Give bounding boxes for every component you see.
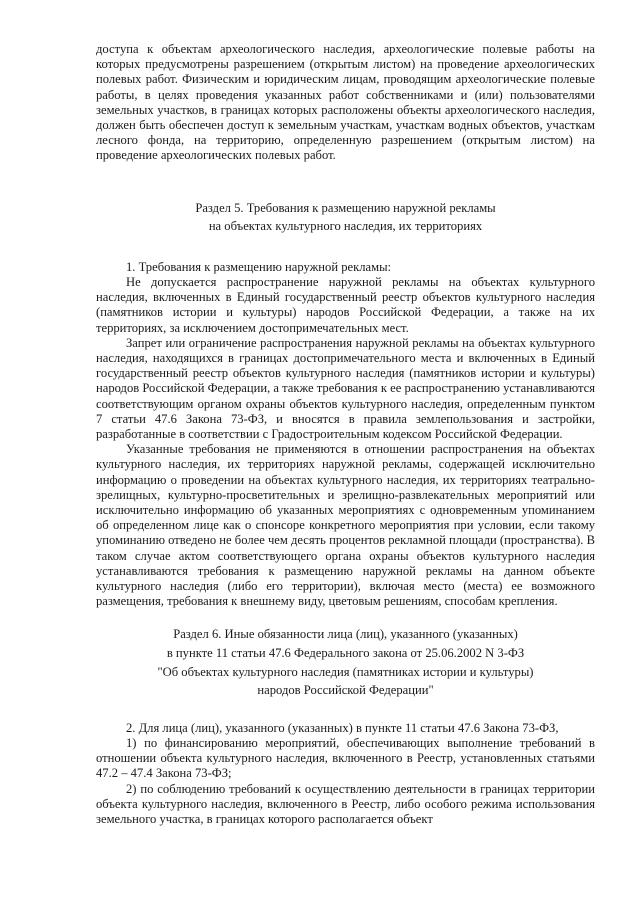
section-5-item-1: 1. Требования к размещению наружной рекламы: bbox=[126, 259, 392, 274]
section-5-paragraph-3: Указанные требования не применяются в отношении распространения на объектах культурного наследия, их территориях наружной рекламы, содержащей исключительно информацию о проведении на объектах культурного наследия, их территориях театрально-зрелищных, культурно-просветительных и зрелищно-развлекательных мероприятий или исключительно информацию об указанных мероприятиях с одновременным упоминанием об определенном лице как о спонсоре конкретного мероприятия при условии, если такому упоминанию отведено не более чем десять процентов рекламной площади (пространства). В таком случае актом соответствующего органа охраны объектов культурного наследия устанавливаются требования к размещению наружной рекламы на данном объекте культурного наследия (либо его территории), включая место (места) ее возможного размещения, требования к внешнему виду, цветовым решениям, способам крепления. bbox=[96, 442, 595, 609]
section-6-title bbox=[96, 625, 595, 699]
document-page bbox=[96, 42, 595, 827]
section-5-title bbox=[96, 199, 595, 236]
section-6-subitem-2: 2) по соблюдению требований к осуществлению деятельности в границах территории объекта культурного наследия, включенного в Реестр, либо особого режима использования земельного участка, в границах которого располагается объект bbox=[96, 781, 595, 827]
section-5-paragraph-2: Запрет или ограничение распространения наружной рекламы на объектах культурного наследия, находящихся в границах достопримечательного места и включенных в Единый государственный реестр объектов культурного наследия (памятников истории и культуры) народов Российской Федерации, а также требования к ее распространению устанавливаются соответствующим органом охраны объектов культурного наследия, определенным пунктом 7 статьи 47.6 Закона 73-ФЗ, и вносятся в правила землепользования и застройки, разработанные в соответствии с Градостроительным кодексом Российской Федерации. bbox=[96, 335, 595, 442]
section-6-title-line-3: "Об объектах культурного наследия (памятниках истории и культуры) bbox=[157, 664, 534, 679]
section-6-subitem-1: 1) по финансированию мероприятий, обеспечивающих выполнение требований в отношении объекта культурного наследия, включенного в Реестр, установленных статьями 47.2 – 47.4 Закона 73-ФЗ; bbox=[96, 736, 595, 781]
section-6-title-line-1: Раздел 6. Иные обязанности лица (лиц), указанного (указанных) bbox=[173, 627, 518, 642]
section-5-title-line-2: на объектах культурного наследия, их территориях bbox=[208, 219, 483, 234]
section-5-title-line-1: Раздел 5. Требования к размещению наружной рекламы bbox=[195, 200, 496, 215]
section-5-paragraph-1: Не допускается распространение наружной рекламы на объектах культурного наследия, включенных в Единый государственный реестр объектов культурного наследия (памятников истории и культуры) народов Российской Федерации, а также на их территориях, за исключением достопримечательных мест. bbox=[96, 275, 595, 335]
section-6-title-line-2: в пункте 11 статьи 47.6 Федерального закона от 25.06.2002 N 3-ФЗ bbox=[166, 646, 525, 661]
section-6-item-2: 2. Для лица (лиц), указанного (указанных) в пункте 11 статьи 47.6 Закона 73-ФЗ, bbox=[126, 720, 559, 735]
intro-paragraph: доступа к объектам археологического наследия, археологические полевые работы на которых предусмотрены разрешением (открытым листом) на проведение археологических полевых работ. Физическим и юридическим лицам, проводящим археологические полевые работы, в целях проведения указанных работ собственниками и (или) пользователями земельных участков, в границах которых расположены объекты археологического наследия, должен быть обеспечен доступ к земельным участкам, участкам водных объектов, участкам лесного фонда, на территорию, определенную разрешением (открытым листом) на проведение археологических полевых работ. bbox=[96, 42, 595, 163]
section-6-title-line-4: народов Российской Федерации" bbox=[257, 683, 434, 698]
